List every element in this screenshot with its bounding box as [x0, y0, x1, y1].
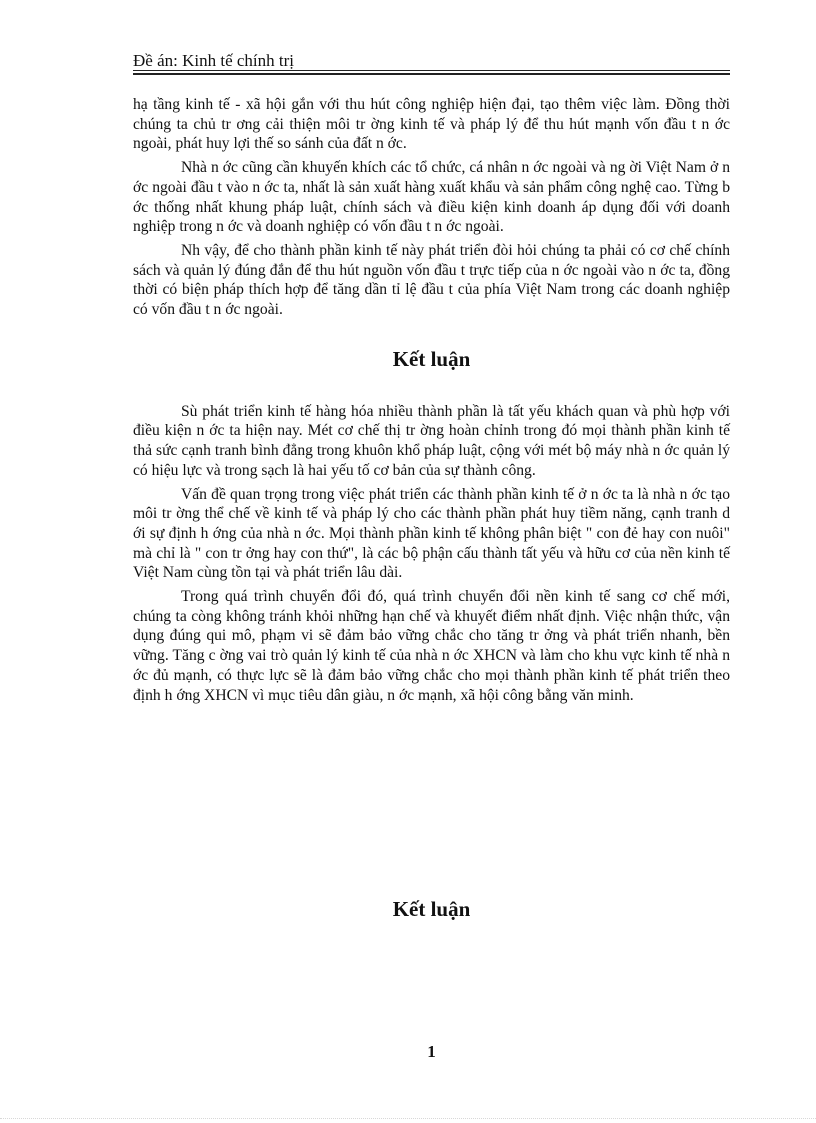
paragraph: Nhà n ớc cũng cần khuyến khích các tổ chức, cá nhân n ớc ngoài và ng ời Việt Nam ở n ớc ngoài đầu t vào n ớc ta, nhất là sản xuất hàng xuất khẩu và sản phẩm công nghệ cao. Từng b ớc thống nhất khung pháp luật, chính sách và điều kiện kinh doanh áp dụng đối với doanh nghiệp trong n ớc và doanh nghiệp có vốn đầu t n ớc ngoài.	[133, 159, 730, 236]
header-rule-thin	[133, 70, 730, 71]
header-rule-thick	[133, 73, 730, 75]
paragraph-continued: hạ tầng kinh tế - xã hội gắn với thu hút công nghiệp hiện đại, tạo thêm việc làm. Đồng thời chúng ta chủ tr ơng cải thiện môi tr ờng kinh tế và pháp lý để thu hút mạnh vốn đầu t n ớc ngoài, phát huy lợi thế so sánh của đất n ớc.	[133, 96, 730, 153]
paragraph: Vấn đề quan trọng trong việc phát triển các thành phần kinh tế ở n ớc ta là nhà n ớc tạo môi tr ờng thể chế về kinh tế và pháp lý cho các thành phần phát huy tiềm năng, cạnh tranh d ới sự định h ớng của nhà n ớc. Mọi thành phần kinh tế không phân biệt " con đẻ hay con nuôi" mà chỉ là " con tr ởng hay con thứ", là các bộ phận cấu thành tất yếu và hữu cơ của nền kinh tế Việt Nam cùng tồn tại và phát triển lâu dài.	[133, 485, 730, 582]
paragraph: Nh vậy, để cho thành phần kinh tế này phát triển đòi hỏi chúng ta phải có cơ chế chính sách và quản lý đúng đắn để thu hút nguồn vốn đầu t trực tiếp của n ớc ngoài vào n ớc ta, đồng thời có biện pháp thích hợp để tăng dần tỉ lệ đầu t của phía Việt Nam trong các doanh nghiệp có vốn đầu t n ớc ngoài.	[133, 241, 730, 319]
paragraph: Sù phát triển kinh tế hàng hóa nhiều thành phần là tất yếu khách quan và phù hợp với điều kiện n ớc ta hiện nay. Mét cơ chế thị tr ờng hoàn chỉnh trong đó mọi thành phần kinh tế thả sức cạnh tranh bình đẳng trong khuôn khổ pháp luật, cộng với mét bộ máy nhà n ớc quản lý có hiệu lực và trong sạch là hai yếu tố cơ bản của sự thành công.	[133, 402, 730, 479]
running-header: Đề án: Kinh tế chính trị	[133, 51, 294, 70]
section-heading-conclusion: Kết luận	[392, 346, 471, 371]
section-heading-conclusion-repeat: Kết luận	[392, 897, 471, 921]
document-body	[133, 95, 730, 709]
page-bottom-divider	[0, 1118, 816, 1119]
paragraph: Trong quá trình chuyển đổi đó, quá trình chuyển đổi nền kinh tế sang cơ chế mới, chúng ta còng không tránh khỏi những hạn chế và khuyết điểm nhất định. Việc nhận thức, vận dụng đúng qui mô, phạm vi sẽ đảm bảo vững chắc cho tăng tr ởng và phát triển nhanh, bền vững. Tăng c ờng vai trò quản lý kinh tế của nhà n ớc XHCN và làm cho khu vực kinh tế nhà n ớc đủ mạnh, có thực lực sẽ là đảm bảo vững chắc cho mọi thành phần kinh tế phát triển theo định h ớng XHCN vì mục tiêu dân giàu, n ớc mạnh, xã hội công bằng văn minh.	[133, 588, 730, 704]
page-number: 1	[427, 1042, 436, 1061]
